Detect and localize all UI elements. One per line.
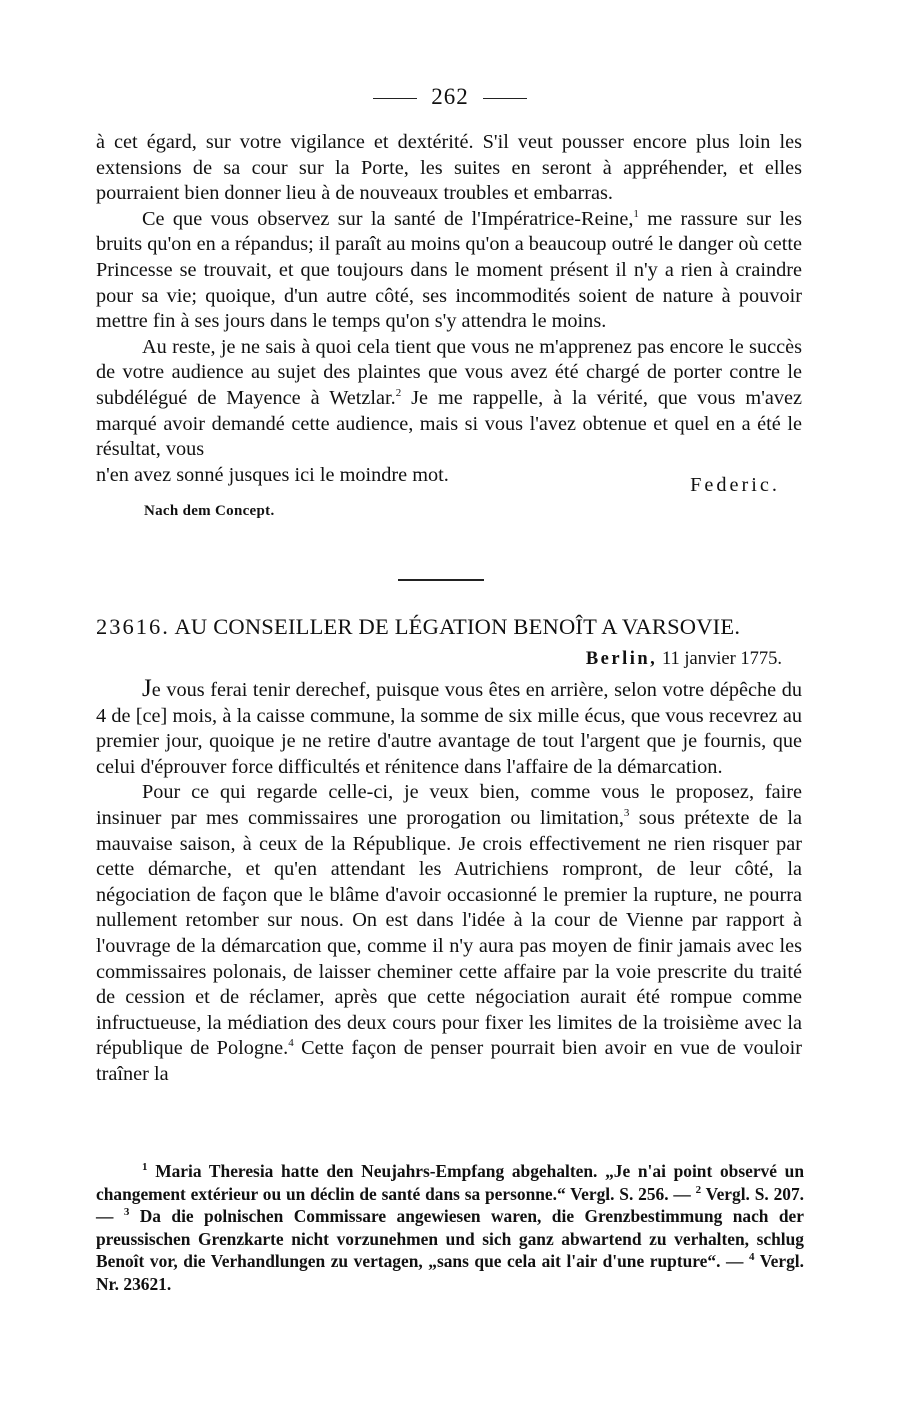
signature: Federic. <box>690 473 780 496</box>
footnote-ref: 2 <box>395 387 402 400</box>
footnote-mark: 1 <box>142 1161 148 1174</box>
paragraph <box>96 130 802 207</box>
footnote-ref: 4 <box>288 1037 294 1050</box>
footnote-text: Vergl. Nr. 23621. <box>96 1251 804 1294</box>
paragraph <box>96 207 802 335</box>
footnote-ref: 1 <box>633 208 639 221</box>
footnote-block <box>96 1160 804 1295</box>
paragraph-last-line: n'en avez sonné jusques ici le moindre mot. <box>96 463 449 486</box>
page-number-text: 262 <box>431 84 469 109</box>
paragraph-text: à cet égard, sur votre vigilance et dextérité. S'il veut pousser encore plus loin les extensions de sa cour sur la Porte, les suites en seront à appréhender, et elles pourraient bien donner lieu à de nouveaux troubles et embarras. <box>96 131 802 205</box>
paragraph-text: Au reste, je ne sais à quoi cela tient que vous ne m'apprenez pas encore le succès de votre audience au sujet des plaintes que vous avez été chargé de porter contre le subdélégué de Mayence à Wetzlar. <box>96 335 802 409</box>
footnote-text: Da die polnischen Commissare angewiesen waren, die Grenzbestimmung nach der preussischen Grenzkarte nicht vorzunehmen und sich ganz abwartend zu verhalten, schlug Benoît vor, die Verhandlungen zu vertagen, „sans que cela ait l'air d'une rupture“. — <box>96 1206 804 1271</box>
footnote-text: Maria Theresia hatte den Neujahrs-Empfang abgehalten. „Je n'ai point observé un changement extérieur ou un déclin de santé dans sa personne.“ Vergl. S. 256. — <box>96 1161 804 1204</box>
initial-letter: J <box>142 675 152 702</box>
paragraph-text: e vous ferai tenir derechef, puisque vous êtes en arrière, selon votre dépêche du 4 de [ce] mois, à la caisse commune, la somme de six mille écus, que vous recevrez au premier jour, quoique je ne retire d'autre avantage de tout l'argent que je fournis, que celui d'éprouver force difficultés et rénitence dans l'affaire de la démarcation. <box>96 679 802 778</box>
date-text: 11 janvier 1775. <box>661 649 782 669</box>
footnote-mark: 3 <box>123 1206 130 1219</box>
footnote-text: Vergl. S. 207. — <box>96 1183 804 1226</box>
page-number-dash-left <box>373 98 417 99</box>
footnotes <box>96 1160 804 1295</box>
footnote-mark: 2 <box>695 1183 702 1196</box>
dateline <box>586 649 782 670</box>
footnote-mark: 4 <box>748 1251 755 1264</box>
letter-heading <box>96 614 806 640</box>
paragraph-text: Cette façon de penser pourrait bien avoir en vue de vouloir traîner la <box>96 1037 803 1085</box>
paragraph <box>96 780 802 1087</box>
section-divider <box>398 579 484 581</box>
continued-letter <box>96 130 803 519</box>
paragraph <box>96 676 802 780</box>
footnote-ref: 3 <box>623 807 630 820</box>
paragraph-text: Pour ce qui regarde celle-ci, je veux bien, comme vous le proposez, faire insinuer par mes commissaires une prorogation ou limitation, <box>96 781 802 829</box>
letter-body <box>96 676 802 1088</box>
letter-number: 23616. <box>96 614 170 639</box>
date-city: Berlin, <box>585 649 658 669</box>
page-number <box>0 84 900 110</box>
paragraph-text: Ce que vous observez sur la santé de l'Impératrice-Reine, <box>142 207 634 230</box>
source-note: Nach dem Concept. <box>144 502 275 519</box>
page-number-dash-right <box>483 98 527 99</box>
letter-title: AU CONSEILLER DE LÉGATION BENOÎT A VARSOVIE. <box>174 614 741 639</box>
paragraph <box>96 335 802 463</box>
closing-row <box>96 463 802 519</box>
paragraph-text: sous prétexte de la mauvaise saison, à ceux de la République. Je crois effectivement ne rien risquer par cette démarche, et qu'en attendant les Autrichiens rompront, de leur côté, la négociation de façon que le blâme d'avoir occasionné le premier la rupture, ne pourra nullement retomber sur nous. On est dans l'idée à la cour de Vienne par rapport à l'ouvrage de la démarcation que, comme il n'y aura pas moyen de finir jamais avec les commissaires polonais, de laisser cheminer cette affaire par la voie prescrite du traité de cession et de réclamer, après que cette négociation aurait été rompue comme infructueuse, la médiation des deux cours pour fixer les limites de la troisième avec la république de Pologne. <box>96 806 803 1060</box>
paragraph-text: me rassure sur les bruits qu'on en a répandus; il paraît au moins qu'on a beaucoup outré le danger où cette Princesse se trouvait, et que toujours dans le moment présent il n'y a rien à craindre pour sa vie; quoique, d'un autre côté, ses incommodités soient de nature à pouvoir mettre fin à ses jours dans le temps qu'on s'y attendra le moins. <box>96 207 803 333</box>
paragraph-text: Je me rappelle, à la vérité, que vous m'avez marqué avoir demandé cette audience, mais si vous l'avez obtenue et quel en a été le résultat, vous <box>96 386 802 461</box>
